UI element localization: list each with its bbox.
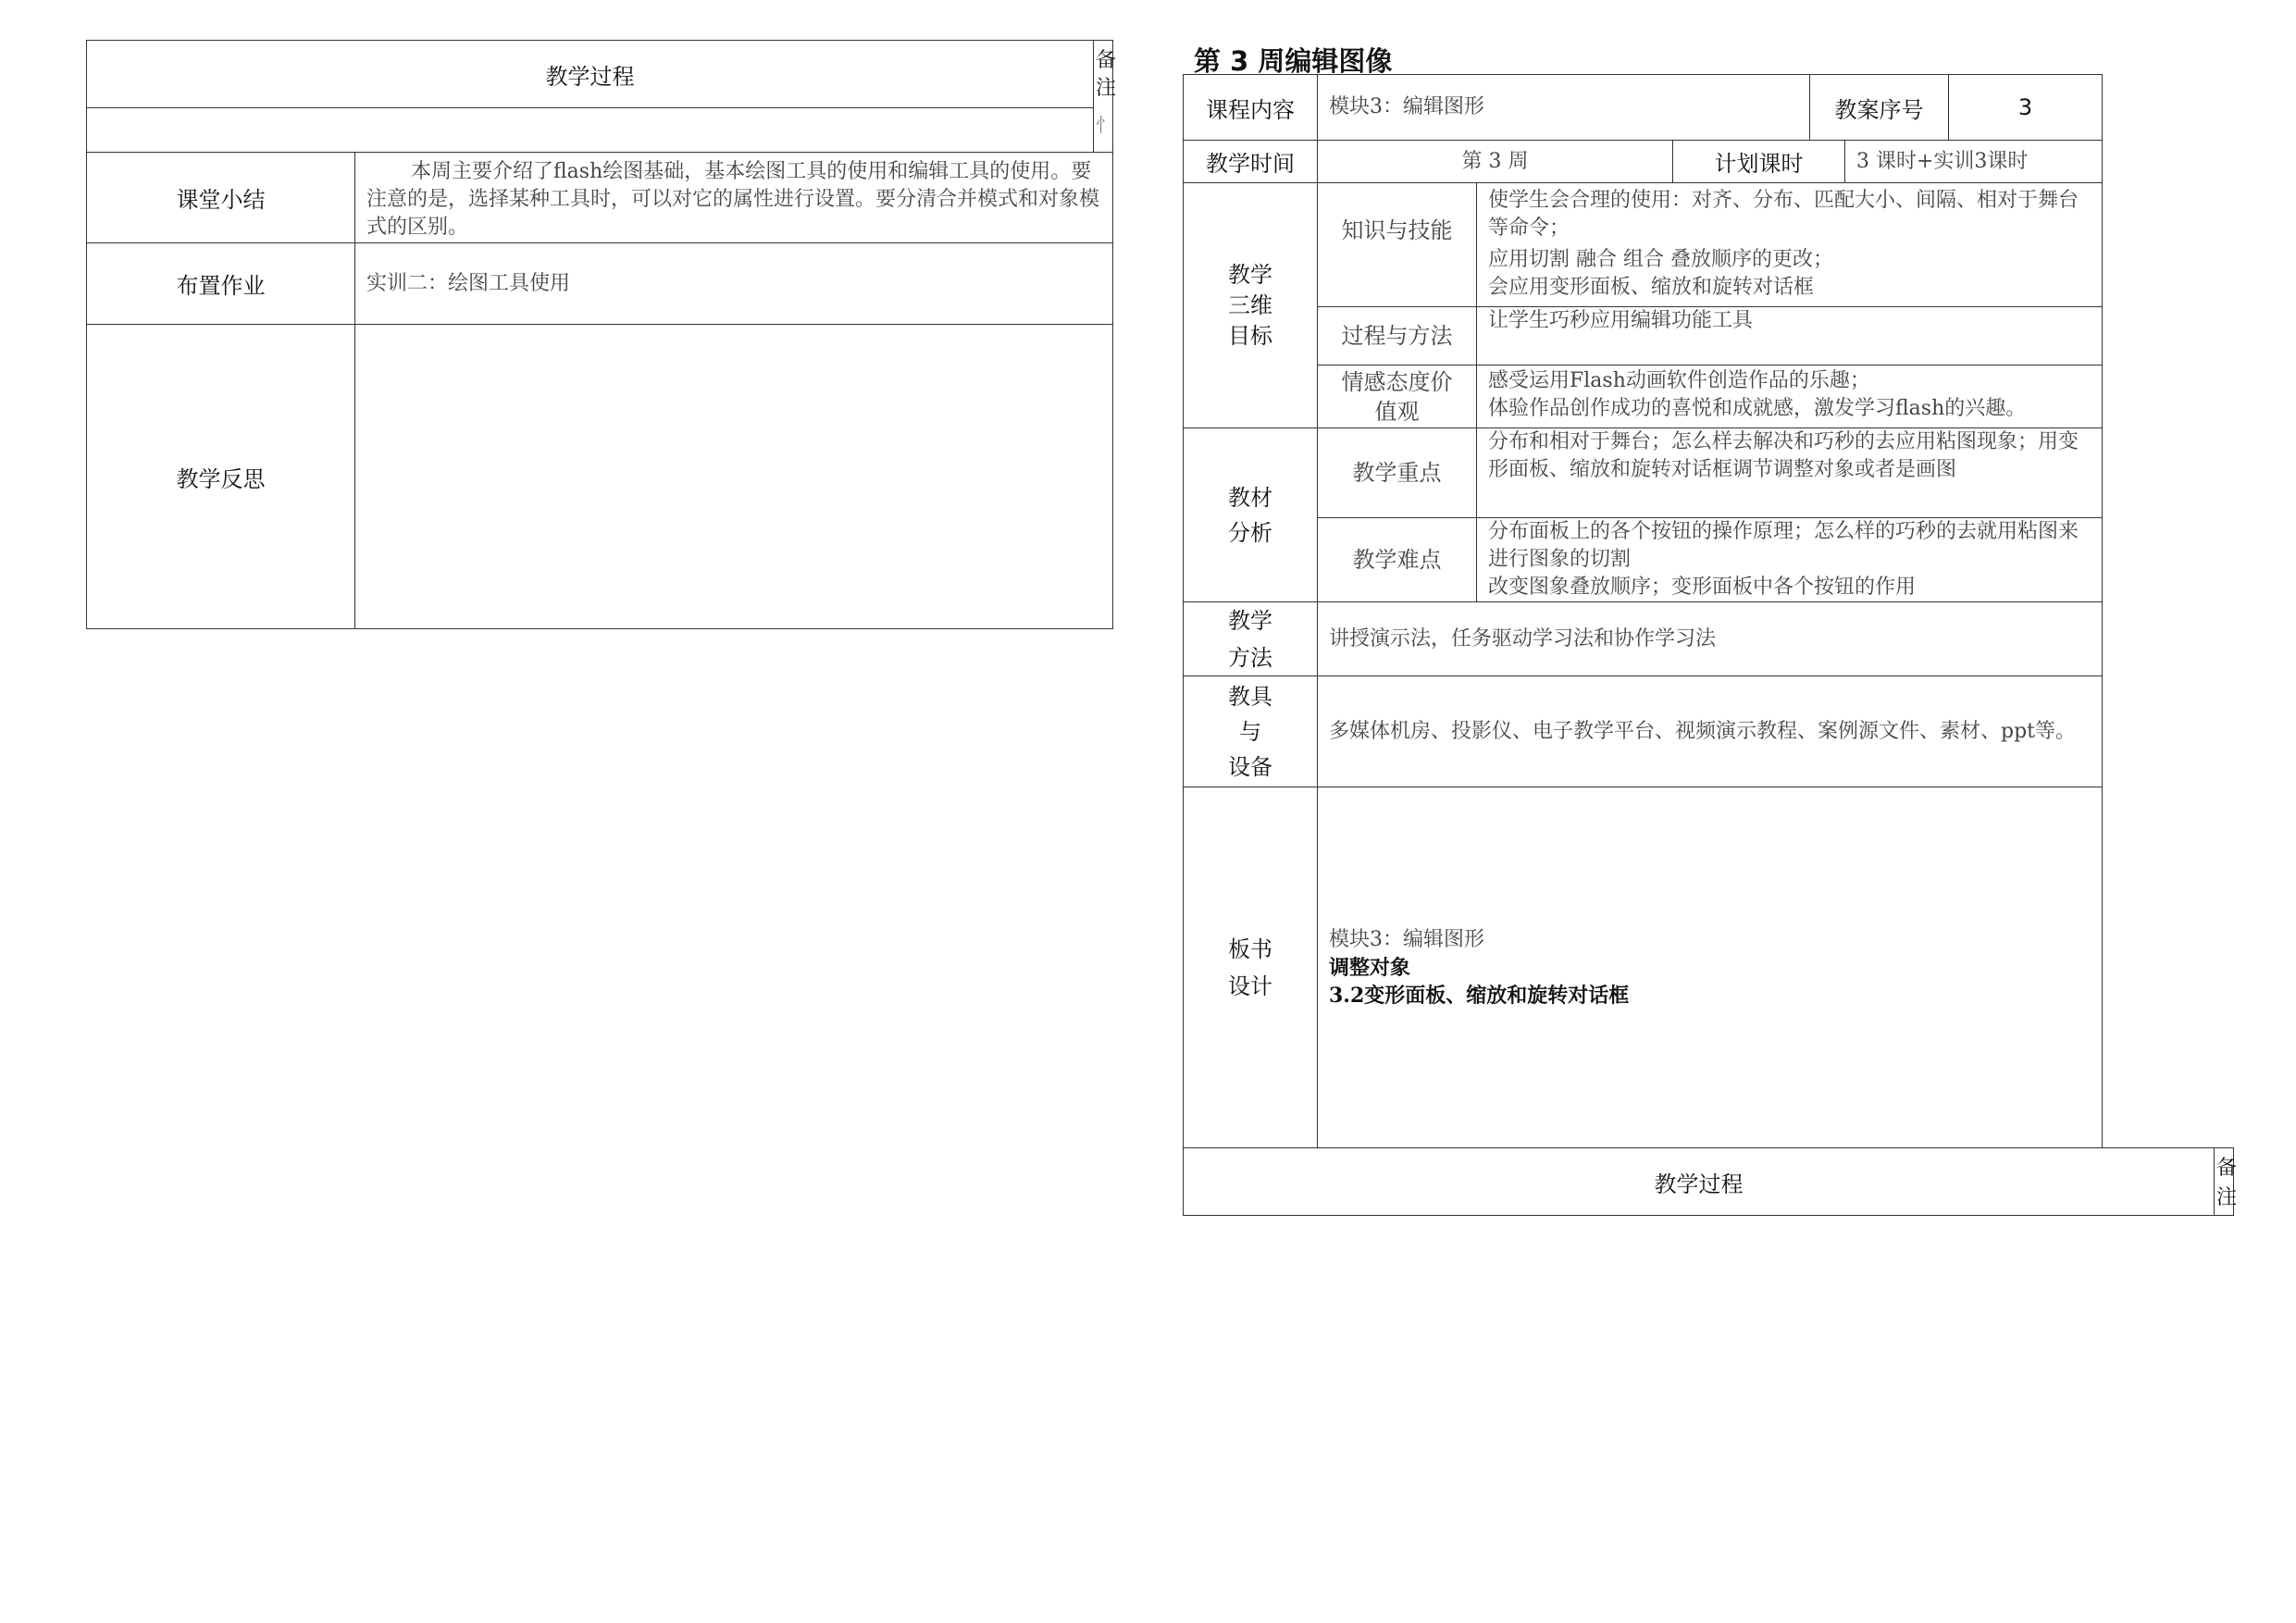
homework-text-cell <box>355 243 1113 325</box>
tools-text: 多媒体机房、投影仪、电子教学平台、视频演示教程、案例源文件、素材、ppt等。 <box>1329 719 2077 743</box>
hours-label: 计划课时 <box>1714 151 1804 177</box>
emotion-text-cell <box>1477 365 2103 428</box>
method-label-cell <box>1183 602 1318 676</box>
key-text-cell <box>1477 428 2103 518</box>
key-label-cell <box>1318 428 1477 518</box>
process-label: 过程与方法 <box>1341 323 1453 349</box>
hours-value: 3 课时+实训3课时 <box>1856 149 2029 173</box>
reflection-label: 教学反思 <box>176 465 266 492</box>
knowledge-text-1: 使学生会合理的使用：对齐、分布、匹配大小、间隔、相对于舞台等命令； <box>1488 189 2079 240</box>
goals-label-cell <box>1183 183 1318 428</box>
board-line-3: 3.2变形面板、缩放和旋转对话框 <box>1329 983 1630 1008</box>
course-content-value-cell <box>1318 74 1810 141</box>
right-process-header <box>1183 1147 2214 1216</box>
knowledge-label: 知识与技能 <box>1341 217 1453 243</box>
analysis-label-cell <box>1183 428 1318 602</box>
tools-label-cell <box>1183 676 1318 787</box>
right-side-note-bottom: 注 <box>2216 1186 2238 1209</box>
left-side-note-bottom: 注 <box>1096 77 1117 100</box>
method-label: 教学 方法 <box>1228 607 1272 671</box>
reflection-text-cell <box>355 325 1113 629</box>
homework-label: 布置作业 <box>176 273 266 299</box>
board-line-2: 调整对象 <box>1329 955 1411 980</box>
course-content-label: 课程内容 <box>1206 96 1295 123</box>
emotion-text-2: 体验作品创作成功的喜悦和成就感，激发学习flash的兴趣。 <box>1488 397 2027 420</box>
key-label: 教学重点 <box>1352 460 1442 486</box>
summary-text-cell <box>355 153 1113 243</box>
method-text: 讲授演示法，任务驱动学习法和协作学习法 <box>1329 626 1717 650</box>
board-line-1: 模块3：编辑图形 <box>1329 927 1484 951</box>
board-label: 板书 设计 <box>1228 935 1272 999</box>
course-content-label-cell <box>1183 74 1318 141</box>
homework-label-cell <box>86 243 355 325</box>
method-text-cell <box>1318 602 2103 676</box>
summary-label: 课堂小结 <box>176 187 266 213</box>
left-table <box>86 40 1117 629</box>
time-label-cell <box>1183 141 1318 183</box>
course-content-value: 模块3：编辑图形 <box>1329 95 1484 118</box>
plan-no-value: 3 <box>2017 94 2033 120</box>
knowledge-text-2: 应用切割 融合 组合 叠放顺序的更改； <box>1488 248 1833 271</box>
hours-label-cell <box>1673 141 1845 183</box>
time-label: 教学时间 <box>1206 151 1295 177</box>
plan-no-label: 教案序号 <box>1834 96 1924 123</box>
summary-text: 本周主要介绍了flash绘图基础，基本绘图工具的使用和编辑工具的使用。要注意的是，选择某种工具时，可以对它的属性进行设置。要分清合并模式和对象模式的区别。 <box>366 160 1100 239</box>
plan-no-label-cell <box>1810 74 1949 141</box>
key-text: 分布和相对于舞台；怎么样去解决和巧秒的去应用粘图现象；用变形面板、缩放和旋转对话框调节调整对象或者是画图 <box>1488 430 2079 481</box>
difficult-label: 教学难点 <box>1352 547 1442 573</box>
homework-text: 实训二：绘图工具使用 <box>366 271 571 295</box>
board-text-cell <box>1318 787 2103 1148</box>
left-side-note-top: 备 <box>1096 49 1117 72</box>
left-process-header-text: 教学过程 <box>545 63 635 90</box>
plan-no-value-cell <box>1949 74 2103 141</box>
time-value: 第 3 周 <box>1461 149 1529 173</box>
difficult-text-2: 改变图象叠放顺序；变形面板中各个按钮的作用 <box>1488 576 1917 599</box>
left-side-small: 忄 <box>1096 114 1114 136</box>
emotion-text-1: 感受运用Flash动画软件创造作品的乐趣； <box>1488 369 1870 392</box>
difficult-label-cell <box>1318 518 1477 602</box>
left-process-header <box>86 40 1093 108</box>
time-value-cell <box>1318 141 1673 183</box>
emotion-label-cell <box>1318 365 1477 428</box>
knowledge-label-cell <box>1318 183 1477 307</box>
process-text: 让学生巧秒应用编辑功能工具 <box>1488 309 1754 332</box>
right-side-note <box>2214 1147 2238 1216</box>
emotion-label: 情感态度价 值观 <box>1341 368 1453 425</box>
tools-label: 教具 与 设备 <box>1228 683 1272 780</box>
knowledge-text-cell <box>1477 183 2103 307</box>
tools-text-cell <box>1318 676 2103 787</box>
process-text-cell <box>1477 307 2103 365</box>
week-title: 第 3 周编辑图像 <box>1194 45 1393 77</box>
summary-label-cell <box>86 153 355 243</box>
left-side-note <box>1093 40 1117 153</box>
right-side-note-top: 备 <box>2216 1157 2238 1180</box>
right-process-header-row <box>1183 1147 2238 1216</box>
reflection-label-cell <box>86 325 355 629</box>
right-table <box>1183 74 2103 1147</box>
hours-value-cell <box>1845 141 2103 183</box>
board-label-cell <box>1183 787 1318 1148</box>
goals-label: 教学 三维 目标 <box>1228 261 1272 349</box>
left-empty-row <box>86 108 1093 153</box>
right-process-header-text: 教学过程 <box>1654 1171 1744 1197</box>
difficult-text-cell <box>1477 518 2103 602</box>
difficult-text-1: 分布面板上的各个按钮的操作原理；怎么样的巧秒的去就用粘图来进行图象的切割 <box>1488 520 2079 571</box>
analysis-label: 教材 分析 <box>1228 484 1272 546</box>
knowledge-text-3: 会应用变形面板、缩放和旋转对话框 <box>1488 276 1815 299</box>
process-label-cell <box>1318 307 1477 365</box>
